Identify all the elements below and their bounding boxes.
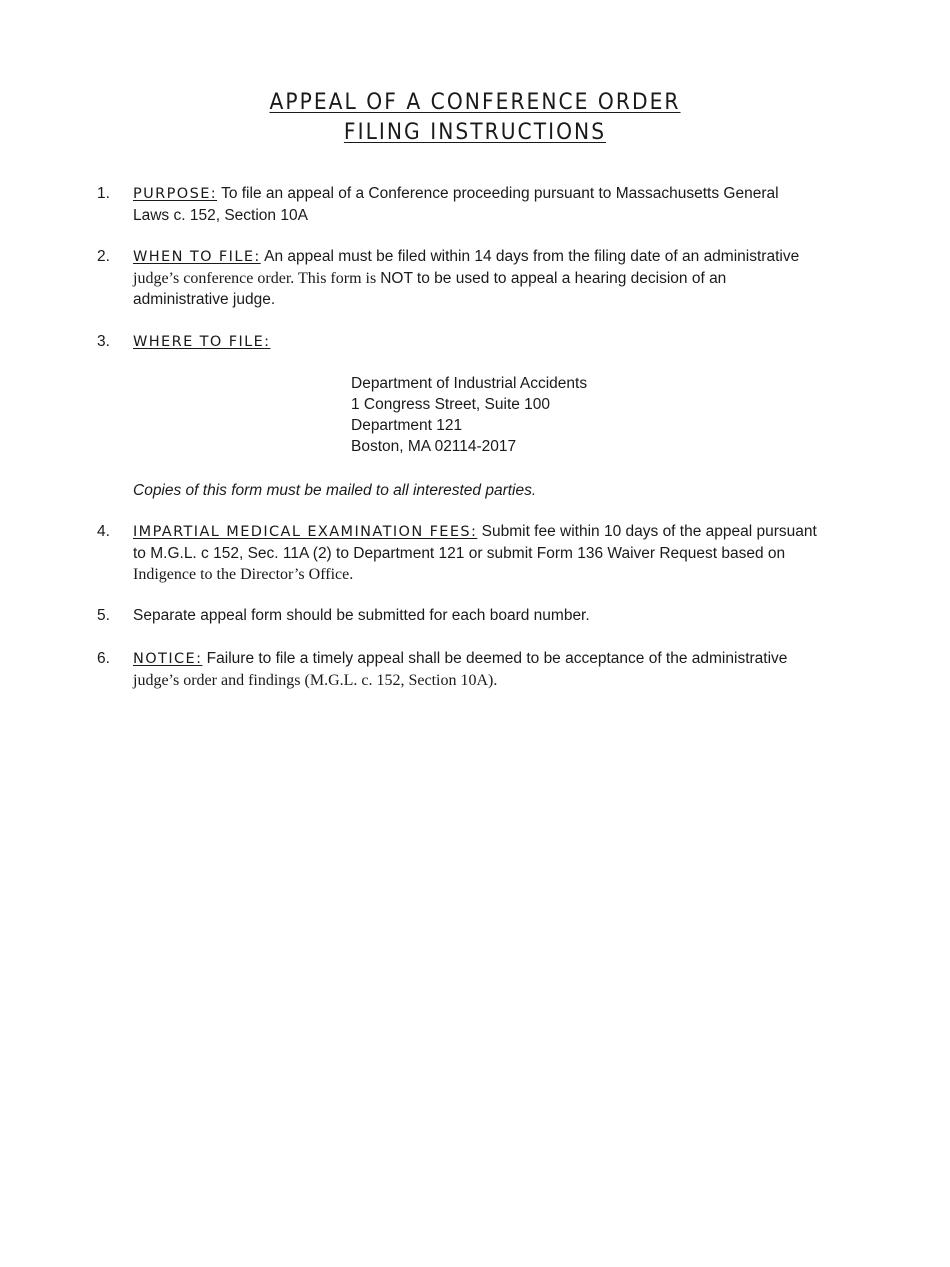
mailing-address	[351, 373, 587, 457]
item-text: to M.G.L. c 152, Sec. 11A (2) to Department 121 or submit Form 136 Waiver Request based on	[133, 545, 786, 562]
item-heading: PURPOSE:	[133, 186, 218, 202]
title-line-2: FILING INSTRUCTIONS	[343, 120, 607, 145]
item-text: An appeal must be filed within 14 days from the filing date of an administrative	[260, 248, 800, 265]
copies-note: Copies of this form must be mailed to all interested parties.	[133, 482, 537, 499]
item-text: To file an appeal of a Conference proceeding pursuant to Massachusetts General	[217, 185, 779, 202]
item-heading: NOTICE:	[133, 651, 203, 667]
item-number: 6.	[97, 650, 110, 667]
item-text: Indigence to the Director’s Office.	[133, 566, 354, 583]
address-line: Department 121	[351, 417, 463, 434]
instruction-item-purpose	[97, 183, 877, 226]
item-number: 3.	[97, 333, 110, 350]
address-line: Department of Industrial Accidents	[351, 375, 588, 392]
item-number: 2.	[97, 248, 110, 265]
item-heading: WHEN TO FILE:	[133, 249, 261, 265]
instruction-item-notice	[97, 648, 877, 691]
item-text: Laws c. 152, Section 10A	[133, 207, 308, 224]
address-line: Boston, MA 02114-2017	[351, 438, 517, 455]
item-heading: IMPARTIAL MEDICAL EXAMINATION FEES:	[133, 524, 478, 540]
instruction-item-ime-fees	[97, 521, 877, 585]
item-text: judge’s conference order. This form is	[133, 270, 381, 287]
item-text: judge’s order and findings (M.G.L. c. 152, Section 10A).	[133, 672, 498, 689]
title-line-1: APPEAL OF A CONFERENCE ORDER	[269, 90, 681, 115]
address-line: 1 Congress Street, Suite 100	[351, 396, 551, 413]
item-text: Failure to file a timely appeal shall be deemed to be acceptance of the administrative	[202, 650, 788, 667]
item-number: 1.	[97, 185, 110, 202]
item-heading: WHERE TO FILE:	[133, 334, 271, 350]
item-text: Separate appeal form should be submitted for each board number.	[133, 607, 590, 624]
instruction-item-when-to-file	[97, 246, 877, 310]
instruction-item-where-to-file	[97, 331, 877, 353]
instruction-item-separate-forms	[97, 605, 877, 626]
document-title	[38, 88, 912, 148]
item-text: administrative judge.	[133, 291, 276, 308]
item-number: 4.	[97, 523, 110, 540]
item-number: 5.	[97, 607, 110, 624]
item-text: NOT to be used to appeal a hearing decision of an	[380, 270, 727, 287]
item-text: Submit fee within 10 days of the appeal pursuant	[477, 523, 817, 540]
